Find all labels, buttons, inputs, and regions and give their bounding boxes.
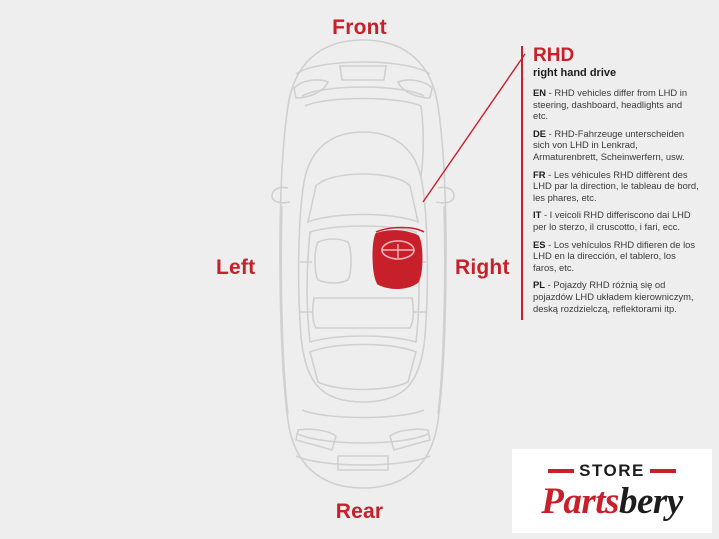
callout-text-it: - I veicoli RHD differiscono dai LHD per lo sterzo, il cruscotto, i fari, ecc. [533,209,691,232]
logo-rule-left [548,469,574,473]
rhd-callout-panel [521,46,699,320]
logo-wordmark [541,482,682,521]
brand-logo [512,449,712,533]
logo-store-text: STORE [579,461,645,480]
callout-title: RHD [533,45,575,66]
logo-wordmark-bery: bery [618,481,683,522]
orientation-label-front: Front [332,16,387,39]
logo-rule-right [650,469,676,473]
callout-lang-es: ES [533,238,546,250]
callout-text-pl: - Pojazdy RHD różnią się od pojazdów LHD układem kierowniczym, deską rozdzielczą, reflektorami itp. [533,279,694,314]
rhd-highlight-region [373,228,424,289]
callout-lang-en: EN [533,87,547,98]
logo-wordmark-parts: Parts [541,481,619,522]
callout-entry-es [533,239,699,274]
callout-entry-de [533,128,699,163]
callout-lang-pl: PL [533,279,545,291]
callout-entry-en [533,87,699,122]
callout-lang-fr: FR [533,168,546,180]
callout-text-en: - RHD vehicles differ from LHD in steering, dashboard, headlights and etc. [533,87,688,122]
logo-store-row [548,461,676,481]
callout-subtitle: right hand drive [533,67,617,79]
callout-lang-it: IT [533,209,542,221]
callout-text-fr: - Les véhicules RHD diffèrent des LHD par la direction, le tableau de bord, les phares, etc. [533,168,699,203]
callout-text-de: - RHD-Fahrzeuge unterscheiden sich von LHD in Lenkrad, Armaturenbrett, Scheinwerfern, usw. [533,127,685,162]
orientation-label-left: Left [216,256,256,279]
callout-entry-it [533,209,699,232]
callout-entry-fr [533,169,699,204]
orientation-label-right: Right [455,256,510,279]
callout-entry-pl [533,279,699,314]
callout-text-es: - Los vehículos RHD difieren de los LHD en la dirección, el tablero, los faros, etc. [533,238,696,273]
orientation-label-rear: Rear [335,500,384,523]
callout-lang-de: DE [533,127,547,139]
